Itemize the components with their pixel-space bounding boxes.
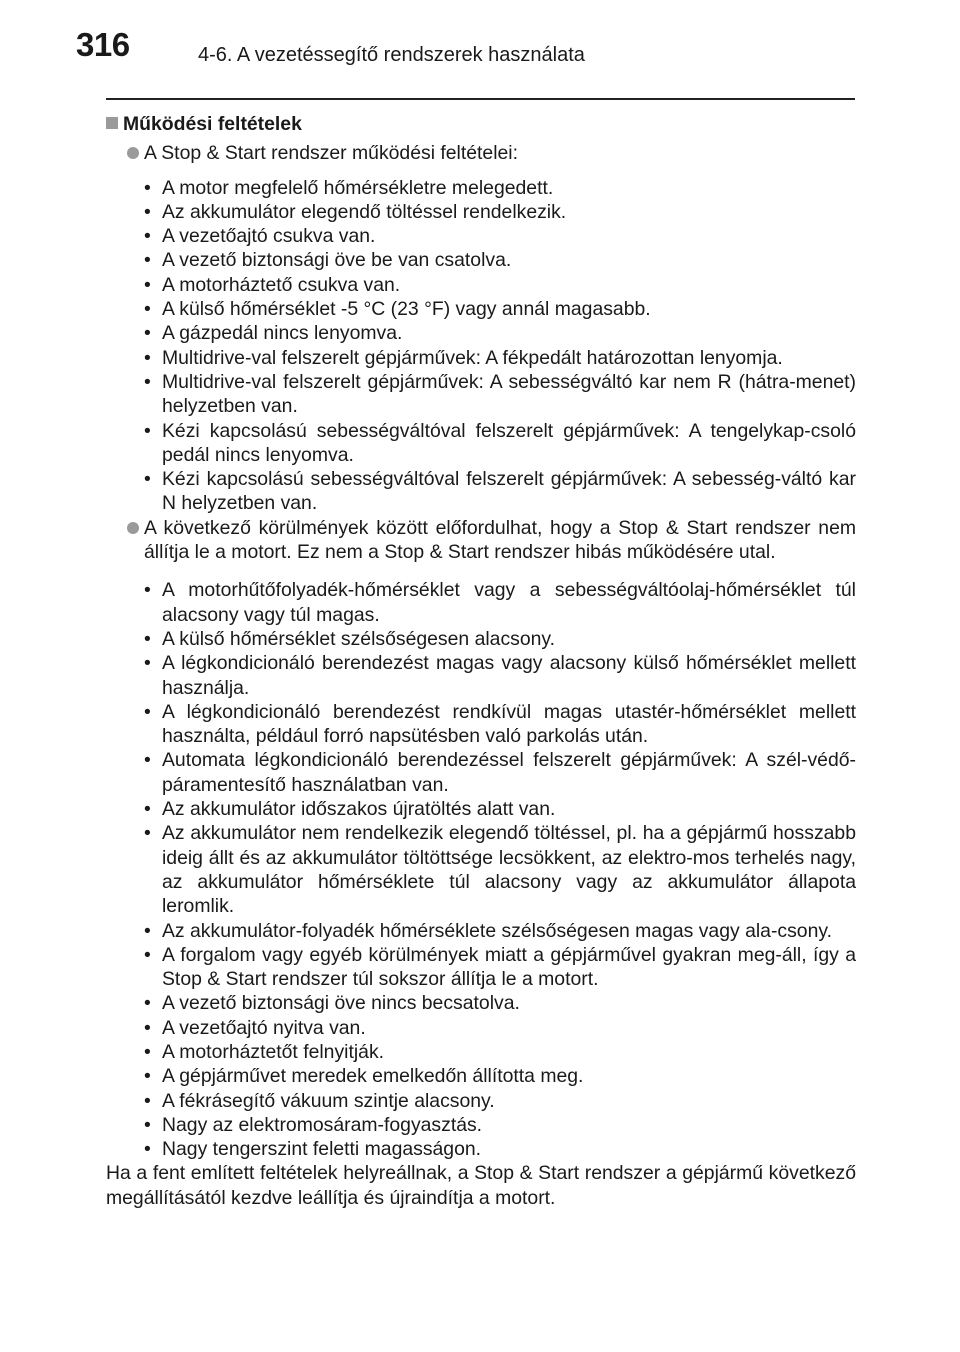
list-item: • A külső hőmérséklet szélsőségesen alacsony. xyxy=(144,627,556,650)
chapter-title: 4-6. A vezetéssegítő rendszerek használata xyxy=(198,44,585,66)
list-item: • A gázpedál nincs lenyomva. xyxy=(144,322,403,345)
list-item: • Kézi kapcsolású sebességváltóval felszerelt gépjárművek: A tengelykap-csoló pedál nincs lenyomva. xyxy=(144,419,856,466)
list-item: • A vezető biztonsági öve nincs becsatolva. xyxy=(144,992,520,1015)
section-heading xyxy=(106,112,856,136)
list-item: • Nagy az elektromosáram-fogyasztás. xyxy=(144,1113,483,1136)
square-bullet-icon xyxy=(106,117,118,129)
list-item: • A vezetőajtó nyitva van. xyxy=(144,1016,366,1039)
list-item: • Nagy tengerszint feletti magasságon. xyxy=(144,1138,482,1161)
circumstances-intro: A következő körülmények között előfordulhat, hogy a Stop & Start rendszer nem állítja le a motort. Ez nem a Stop & Start rendszer hibás működésére utal. xyxy=(144,516,856,564)
list-item: • A légkondicionáló berendezést rendkívül magas utastér-hőmérséklet mellett használta, például forró napsütésben való parkolás után. xyxy=(144,700,856,748)
list-item: • A motorháztető csukva van. xyxy=(144,273,401,296)
list-item: • Kézi kapcsolású sebességváltóval felszerelt gépjárművek: A sebesség-váltó kar N helyzetben van. xyxy=(144,468,856,515)
list-item: • A vezető biztonsági öve be van csatolva. xyxy=(144,249,512,272)
list-item: • A légkondicionáló berendezést magas vagy alacsony külső hőmérséklet mellett használja. xyxy=(144,652,856,699)
page-number: 316 xyxy=(76,26,130,63)
list-item: • Az akkumulátor elegendő töltéssel rendelkezik. xyxy=(144,200,567,223)
list-item: • A gépjárművet meredek emelkedőn állította meg. xyxy=(144,1065,584,1088)
list-item: • A motor megfelelő hőmérsékletre melegedett. xyxy=(144,176,554,199)
list-item: • Multidrive-val felszerelt gépjárművek: A sebességváltó kar nem R (hátra-menet) helyzetben van. xyxy=(144,370,856,418)
closing-paragraph: Ha a fent említett feltételek helyreállnak, a Stop & Start rendszer a gépjármű következő megállításától kezdve leállítja és újraindítja a motort. xyxy=(106,1162,856,1209)
list-item: • Az akkumulátor-folyadék hőmérséklete szélsőségesen magas vagy ala-csony. xyxy=(144,919,833,942)
list-item: • A külső hőmérséklet -5 °C (23 °F) vagy annál magasabb. xyxy=(144,298,651,321)
header-divider xyxy=(106,98,855,100)
list-item: • Multidrive-val felszerelt gépjárművek: A fékpedált határozottan lenyomja. xyxy=(144,346,783,369)
list-item: • Az akkumulátor nem rendelkezik elegendő töltéssel, pl. ha a gépjármű hosszabb ideig állt és az akkumulátor töltöttsége lecsökkent, az elektro-mos terhelés nagy, az akkumulátor hőmérséklete túl alacsony vagy az akkumulátor állapota leromlik. xyxy=(144,822,856,918)
conditions-list xyxy=(106,176,856,516)
conditions-intro: A Stop & Start rendszer működési feltételei: xyxy=(144,142,518,165)
section-title-text: Működési feltételek xyxy=(123,113,302,135)
list-item: • Automata légkondicionáló berendezéssel felszerelt gépjárművek: A szél-védő-páramentesítő használatban van. xyxy=(144,749,856,796)
list-item: • A motorháztetőt felnyitják. xyxy=(144,1040,385,1063)
circle-bullet-icon xyxy=(127,522,139,534)
circle-bullet-icon xyxy=(127,147,139,159)
circumstances-list xyxy=(106,578,856,1161)
list-item: • A forgalom vagy egyéb körülmények miatt a gépjárművel gyakran meg-áll, így a Stop & Start rendszer túl sokszor állítja le a motort. xyxy=(144,943,856,991)
list-item: • A vezetőajtó csukva van. xyxy=(144,225,376,248)
circle-item-conditions xyxy=(106,141,856,165)
list-item: • Az akkumulátor időszakos újratöltés alatt van. xyxy=(144,798,556,821)
page-content xyxy=(106,112,856,1210)
list-item: • A fékrásegítő vákuum szintje alacsony. xyxy=(144,1089,495,1112)
list-item: • A motorhűtőfolyadék-hőmérséklet vagy a sebességváltóolaj-hőmérséklet túl alacsony vagy túl magas. xyxy=(144,579,856,626)
circle-item-circumstances xyxy=(106,516,856,565)
